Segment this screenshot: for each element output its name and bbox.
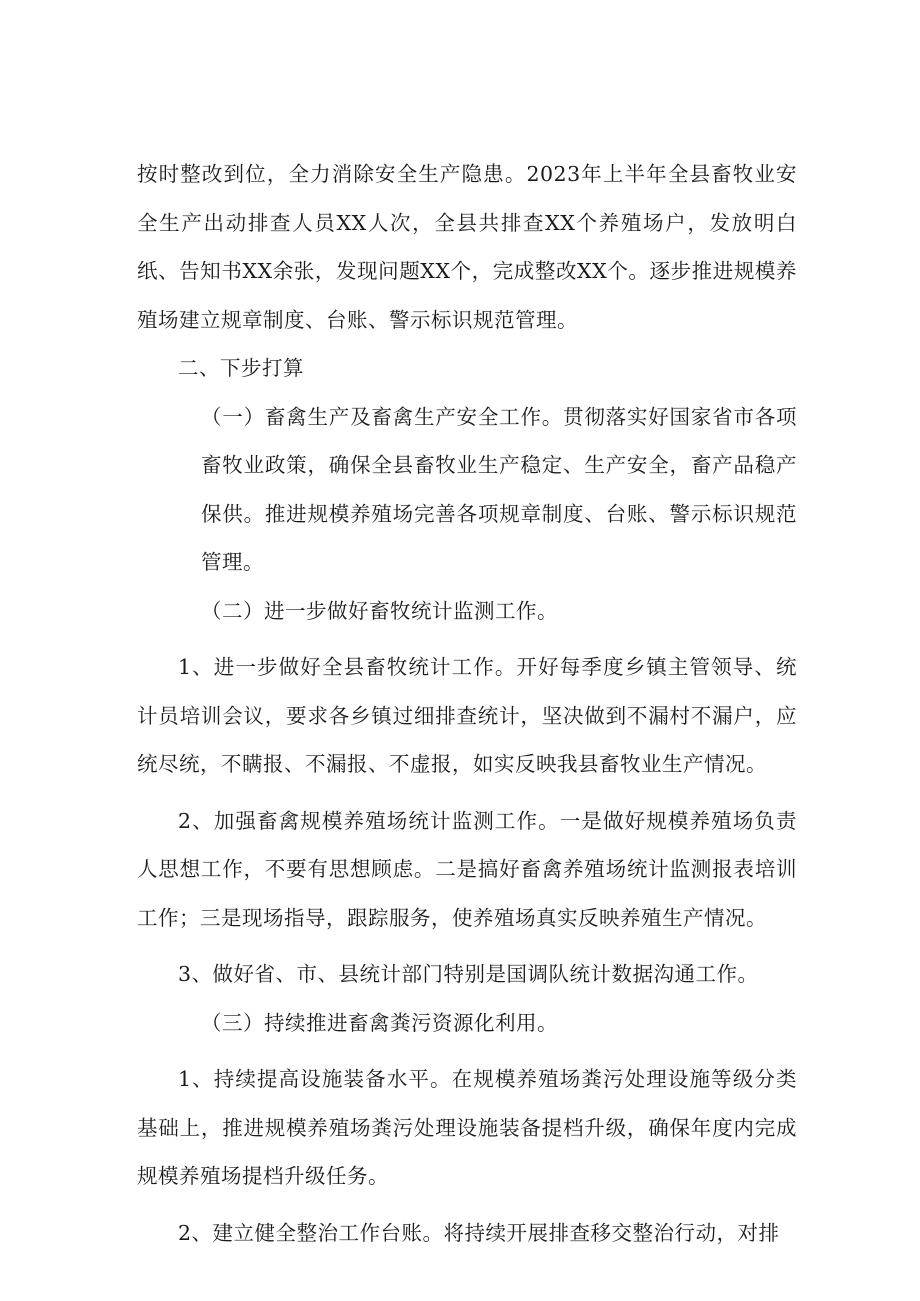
paragraph-farm-monitoring: 2、加强畜禽规模养殖场统计监测工作。一是做好规模养殖场负责人思想工作，不要有思想顾虑。二是搞好畜禽养殖场统计监测报表培训工作；三是现场指导，跟踪服务，使养殖场真实反映养殖生产情况。	[137, 808, 797, 930]
paragraph-county-statistics: 1、进一步做好全县畜牧统计工作。开好每季度乡镇主管领导、统计员培训会议，要求各乡镇过细排查统计，坚决做到不漏村不漏户，应统尽统，不瞒报、不漏报、不虚报，如实反映我县畜牧业生产情况。	[137, 655, 797, 776]
subheading-statistics-monitoring: （二）进一步做好畜牧统计监测工作。	[201, 598, 558, 623]
paragraph-rectification-ledger: 2、建立健全整治工作台账。将持续开展排查移交整治行动，对排	[178, 1220, 780, 1245]
paragraph-livestock-production-safety-text: （一）畜禽生产及畜禽生产安全工作。贯彻落实好国家省市各项畜牧业政策，确保全县畜牧业生产稳定、生产安全，畜产品稳产保供。推进规模养殖场完善各项规章制度、台账、警示标识规范管理。	[201, 404, 797, 574]
subheading-manure-utilization: （三）持续推进畜禽粪污资源化利用。	[201, 1010, 558, 1035]
paragraph-facility-upgrade: 1、持续提高设施装备水平。在规模养殖场粪污处理设施等级分类基础上，推进规模养殖场粪污处理设施装备提档升级，确保年度内完成规模养殖场提档升级任务。	[137, 1067, 797, 1188]
document-body	[137, 150, 797, 1257]
paragraph-data-communication: 3、做好省、市、县统计部门特别是国调队统计数据沟通工作。	[178, 962, 759, 986]
paragraph-livestock-production-safety	[137, 393, 797, 587]
paragraph-safety-rectification: 按时整改到位，全力消除安全生产隐患。2023年上半年全县畜牧业安全生产出动排查人员XX人次，全县共排查XX个养殖场户，发放明白纸、告知书XX余张，发现问题XX个，完成整改XX个。逐步推进规模养殖场建立规章制度、台账、警示标识规范管理。	[137, 162, 797, 332]
section-heading-next-steps: 二、下步打算	[178, 356, 304, 380]
